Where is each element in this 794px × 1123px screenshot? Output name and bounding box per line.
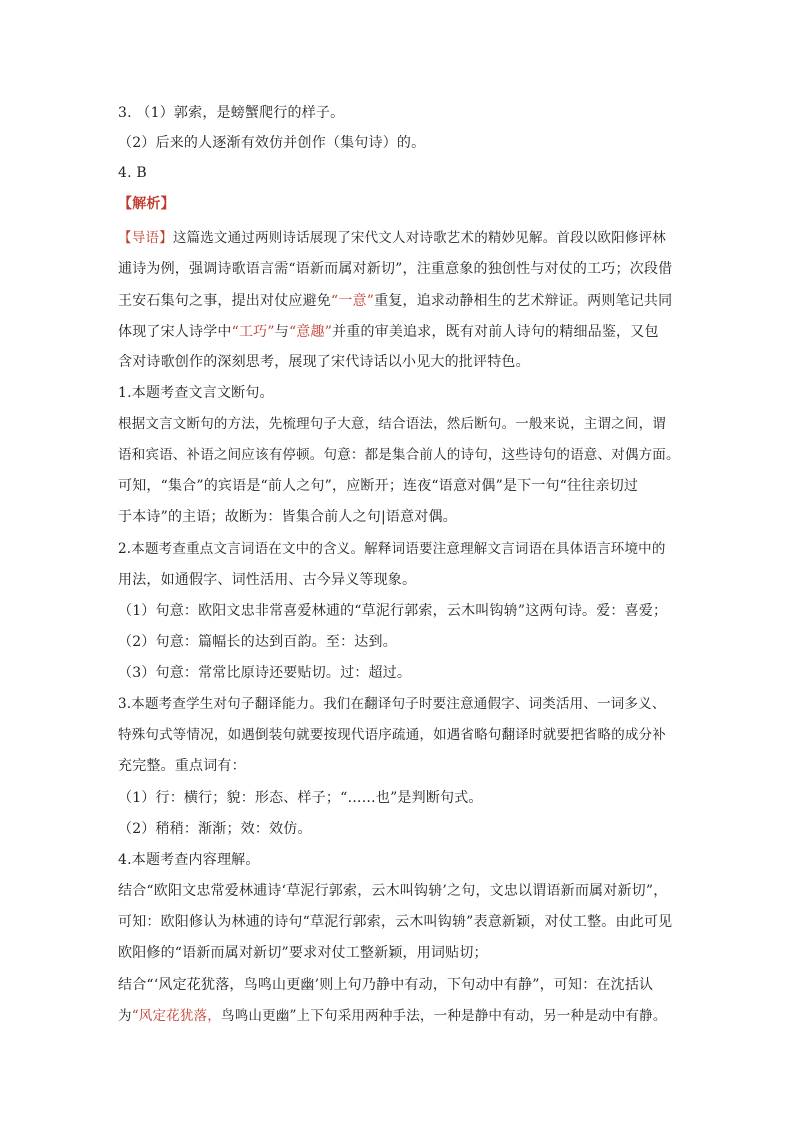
section-1-line-2: 语和宾语、补语之间应该有停顿。句意：都是集合前人的诗句，这些诗句的语意、对偶方面。 bbox=[118, 447, 680, 463]
answer-3-2: （2）后来的人逐渐有效仿并创作（集句诗）的。 bbox=[118, 135, 426, 151]
intro-line-3: 王安石集句之事，提出对仗应避免“一意”重复，追求动静相生的艺术辩证。两则笔记共同 bbox=[118, 293, 673, 309]
section-4-line-3: 欧阳修的“语新而属对新切”要求对仗工整新颖，用词贴切； bbox=[118, 945, 488, 961]
section-2-item-2: （2）句意：篇幅长的达到百韵。至：达到。 bbox=[118, 634, 397, 650]
intro-tag: 【导语】 bbox=[118, 230, 173, 246]
section-4-line-2: 可知：欧阳修认为林逋的诗句“草泥行郭索，云木叫钩辀”表意新颖，对仗工整。由此可见 bbox=[118, 914, 673, 930]
section-3-line-2: 充完整。重点词有： bbox=[118, 758, 246, 774]
section-1-title: 1.本题考查文言文断句。 bbox=[118, 385, 274, 401]
section-3-item-1: （1）行：横行；貌：形态、样子；“……也”是判断句式。 bbox=[118, 790, 483, 806]
intro-line-4: 体现了宋人诗学中“工巧”与“意趣”并重的审美追求，既有对前人诗句的精细品鉴，又包 bbox=[118, 324, 659, 340]
section-3-line-1: 特殊句式等情况，如遇倒装句就要按现代语序疏通，如遇省略句翻译时就要把省略的成分补 bbox=[118, 727, 666, 743]
intro-line-2: 逋诗为例，强调诗歌语言需“语新而属对新切”，注重意象的独创性与对仗的工巧；次段借 bbox=[118, 261, 673, 277]
section-2-item-1: （1）句意：欧阳文忠非常喜爱林逋的“草泥行郭索，云木叫钩辀”这两句诗。爱：喜爱； bbox=[118, 603, 668, 619]
section-1-line-4: 于本诗”的主语；故断为：皆集合前人之句|语意对偶。 bbox=[118, 509, 457, 525]
section-3-item-2: （2）稍稍：渐渐；效：效仿。 bbox=[118, 821, 312, 837]
section-2-title: 2.本题考查重点文言词语在文中的含义。解释词语要注意理解文言词语在具体语言环境中的 bbox=[118, 541, 666, 557]
section-2-item-3: （3）句意：常常比原诗还要贴切。过：超过。 bbox=[118, 665, 412, 681]
intro-line-1: 【导语】这篇选文通过两则诗话展现了宋代文人对诗歌艺术的精妙见解。首段以欧阳修评林 bbox=[118, 230, 667, 246]
section-2-line-1: 用法，如通假字、词性活用、古今异义等现象。 bbox=[118, 572, 417, 588]
answer-4: 4. B bbox=[118, 165, 147, 181]
answer-3-1: 3. （1）郭索，是螃蟹爬行的样子。 bbox=[118, 105, 345, 121]
analysis-header: 【解析】 bbox=[118, 196, 175, 212]
section-4-line-4: 结合“‘风定花犹落，鸟鸣山更幽’则上句乃静中有动，下句动中有静”，可知：在沈括认 bbox=[118, 977, 654, 993]
section-1-line-1: 根据文言文断句的方法，先梳理句子大意，结合语法，然后断句。一般来说，主谓之间，谓 bbox=[118, 416, 666, 432]
section-1-line-3: 可知，“集合”的宾语是“前人之句”，应断开；连夜“语意对偶”是下一句“往往亲切过 bbox=[118, 478, 639, 494]
section-4-line-5: 为“风定花犹落，鸟鸣山更幽”上下句采用两种手法，一种是静中有动，另一种是动中有静。 bbox=[118, 1008, 667, 1024]
section-4-title: 4.本题考查内容理解。 bbox=[118, 852, 260, 868]
intro-line-5: 含对诗歌创作的深刻思考，展现了宋代诗话以小见大的批评特色。 bbox=[118, 354, 530, 370]
section-4-line-1: 结合“欧阳文忠常爱林逋诗‘草泥行郭索，云木叫钩辀’之句，文忠以谓语新而属对新切”， bbox=[118, 883, 668, 899]
section-3-title: 3.本题考查学生对句子翻译能力。我们在翻译句子时要注意通假字、词类活用、一词多义、 bbox=[118, 696, 666, 712]
